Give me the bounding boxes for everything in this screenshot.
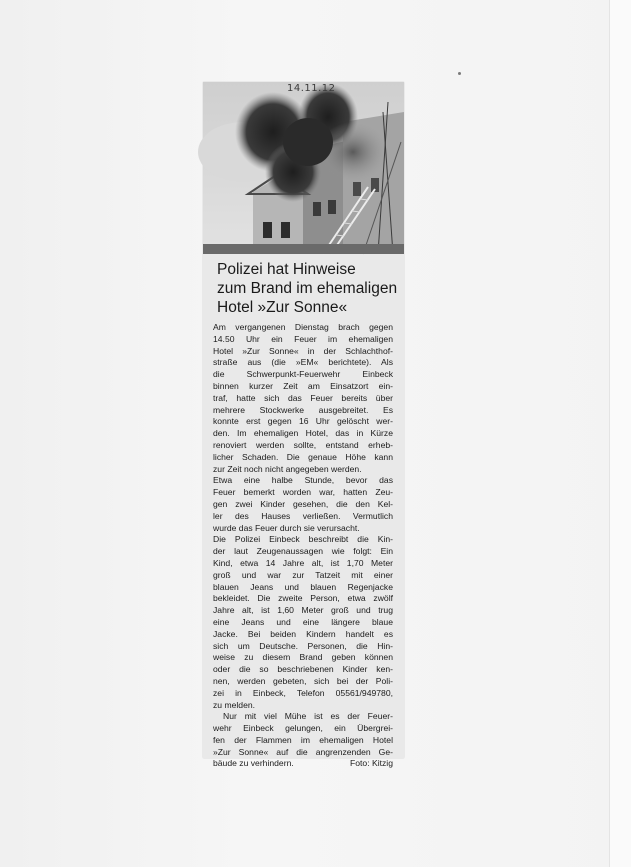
handwritten-date: 14.11.12 bbox=[287, 83, 336, 94]
body-line: fen der Flammen im ehemaligen Hotel bbox=[213, 734, 393, 745]
article-body bbox=[213, 322, 393, 770]
page-edge bbox=[609, 0, 631, 867]
body-last-line bbox=[213, 758, 393, 770]
body-line: Etwa eine halbe Stunde, bevor das bbox=[213, 475, 393, 486]
photo-credit: Foto: Kitzig bbox=[350, 758, 393, 769]
body-line: eine Jeans und eine längere blaue bbox=[213, 616, 393, 627]
body-line: zu melden. bbox=[213, 699, 256, 710]
headline-line: Hotel »Zur Sonne« bbox=[217, 299, 348, 316]
body-line: Jacke. Bei beiden Kindern handelt es bbox=[213, 628, 393, 639]
body-line: zei in Einbeck, Telefon 05561/949780, bbox=[213, 687, 393, 698]
body-line: wurde das Feuer durch sie verursacht. bbox=[213, 522, 360, 533]
newspaper-clipping bbox=[203, 82, 404, 769]
body-line: Die Polizei Einbeck beschreibt die Kin- bbox=[213, 534, 393, 545]
body-line: mehrere Stockwerke ausgebreitet. Es bbox=[213, 404, 393, 415]
dust-speck bbox=[458, 72, 461, 75]
body-line: weise zu diesem Brand geben können bbox=[213, 652, 393, 663]
fire-photo-graphic bbox=[203, 82, 404, 254]
body-line: licher Schaden. Die genaue Höhe kann bbox=[213, 451, 393, 462]
body-line: der laut Zeugenaussagen wie folgt: Ein bbox=[213, 546, 393, 557]
body-line: Hotel »Zur Sonne« in der Schlachthof- bbox=[213, 345, 393, 356]
body-line: wehr Einbeck gelungen, ein Übergrei- bbox=[213, 723, 393, 734]
body-line: traf, hatte sich das Feuer bereits über bbox=[213, 392, 393, 403]
body-line: Kind, etwa 14 Jahre alt, ist 1,70 Meter bbox=[213, 557, 393, 568]
body-line: binnen kurzer Zeit am Einsatzort ein- bbox=[213, 380, 393, 391]
body-line: Am vergangenen Dienstag brach gegen bbox=[213, 322, 393, 332]
body-line: Feuer bemerkt worden war, hatten Zeu- bbox=[213, 487, 393, 498]
body-line: Nur mit viel Mühe ist es der Feuer- bbox=[223, 711, 393, 722]
body-line: groß und war zur Tatzeit mit einer bbox=[213, 569, 393, 580]
body-line: gen zwei Kinder gesehen, die den Kel- bbox=[213, 498, 393, 509]
body-line: oder die so beschriebenen Kinder ken- bbox=[213, 664, 393, 675]
body-line: nen, werden gebeten, sich bei der Poli- bbox=[213, 675, 393, 686]
body-line: 14.50 Uhr ein Feuer im ehemaligen bbox=[213, 333, 393, 344]
body-line: bekleidet. Die zweite Person, etwa zwölf bbox=[213, 593, 393, 604]
headline-line: Polizei hat Hinweise bbox=[217, 261, 356, 278]
body-line: ler des Hauses verließen. Vermutlich bbox=[213, 510, 393, 521]
body-line: sich um Deutsche. Personen, die Hin- bbox=[213, 640, 393, 651]
body-line: »Zur Sonne« auf die angrenzenden Ge- bbox=[213, 746, 393, 757]
article-headline bbox=[217, 260, 399, 317]
body-line: blauen Jeans und blauen Regenjacke bbox=[213, 581, 393, 592]
body-line: zur Zeit noch nicht angegeben werden. bbox=[213, 463, 362, 474]
headline-line: zum Brand im ehemaligen bbox=[217, 280, 398, 297]
body-line: konnte erst gegen 16 Uhr gelöscht wer- bbox=[213, 416, 393, 427]
body-line: straße aus (die »EM« berichtete). Als bbox=[213, 357, 393, 368]
body-line: die Schwerpunkt-Feuerwehr Einbeck bbox=[213, 369, 393, 380]
body-line: renoviert werden sollte, entstand erheb- bbox=[213, 439, 393, 450]
body-line: den. Im ehemaligen Hotel, das in Kürze bbox=[213, 428, 393, 439]
fire-photo bbox=[203, 82, 404, 254]
body-line: Jahre alt, ist 1,60 Meter groß und trug bbox=[213, 605, 393, 616]
body-line: bäude zu verhindern. bbox=[213, 758, 294, 769]
